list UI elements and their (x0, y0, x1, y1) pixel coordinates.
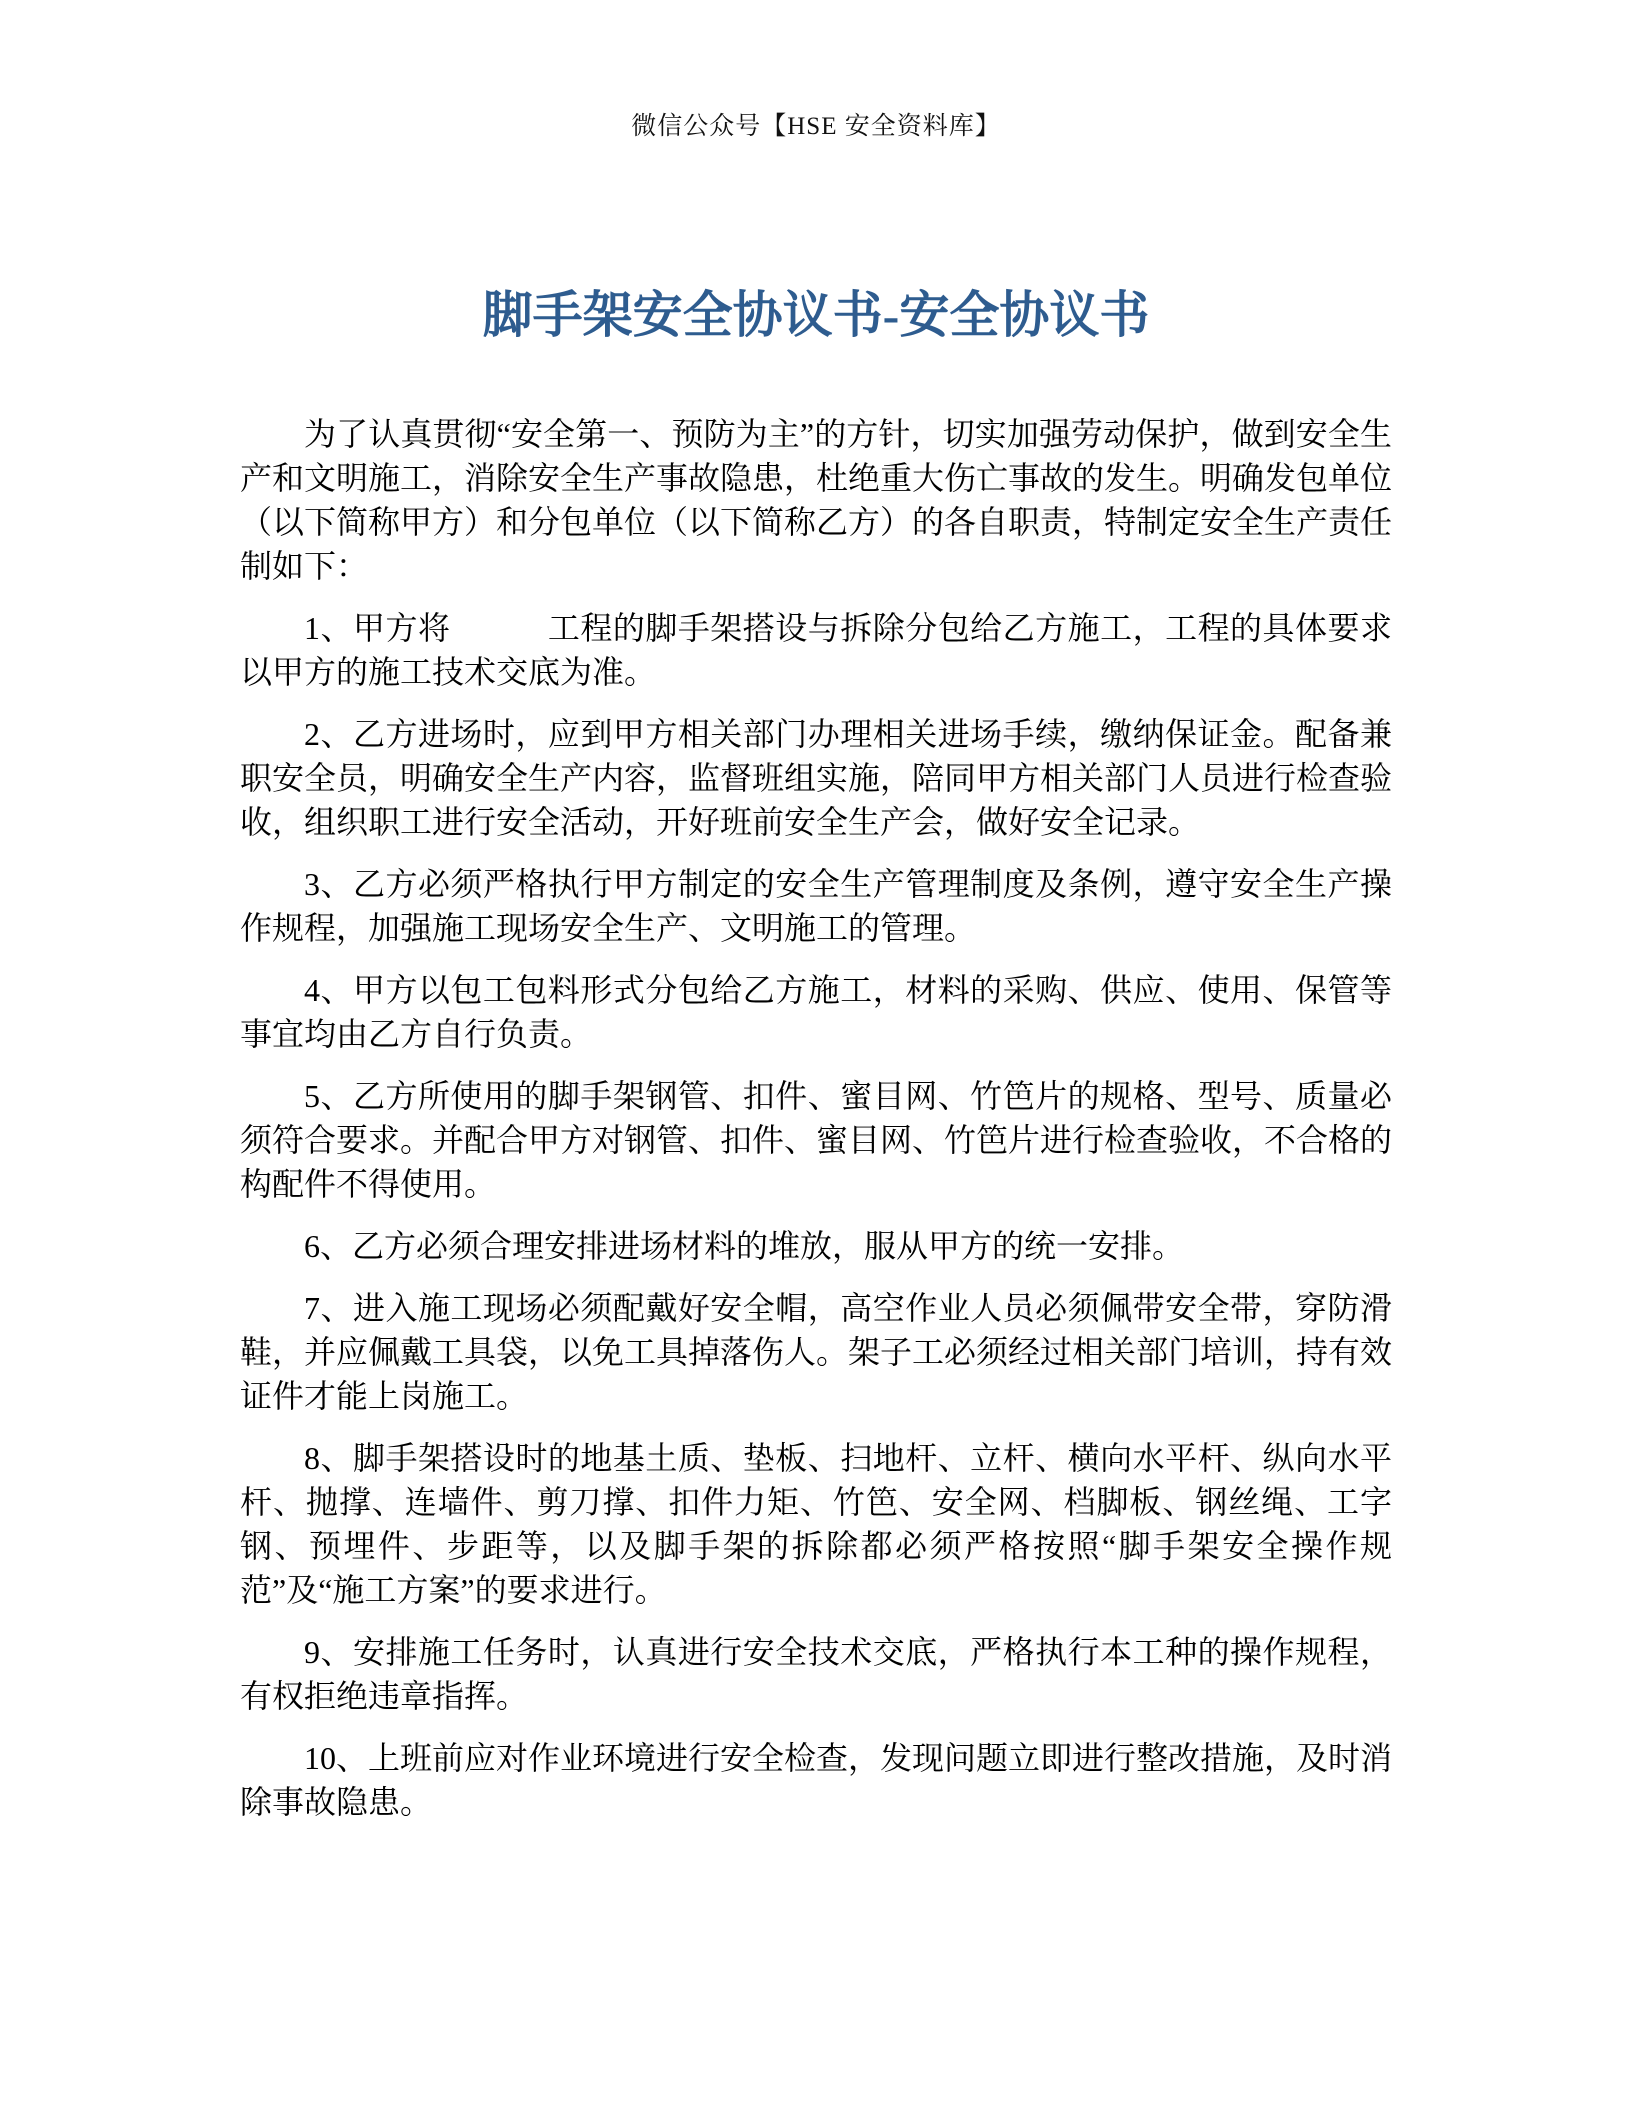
paragraph: 3、乙方必须严格执行甲方制定的安全生产管理制度及条例，遵守安全生产操作规程，加强施工现场安全生产、文明施工的管理。 (240, 866, 1392, 946)
paragraph: 9、安排施工任务时，认真进行安全技术交底，严格执行本工种的操作规程，有权拒绝违章指挥。 (240, 1634, 1392, 1714)
paragraph: 10、上班前应对作业环境进行安全检查，发现问题立即进行整改措施，及时消除事故隐患。 (240, 1740, 1393, 1820)
paragraph: 5、乙方所使用的脚手架钢管、扣件、蜜目网、竹笆片的规格、型号、质量必须符合要求。并配合甲方对钢管、扣件、蜜目网、竹笆片进行检查验收，不合格的构配件不得使用。 (240, 1078, 1393, 1202)
paragraph: 7、进入施工现场必须配戴好安全帽，高空作业人员必须佩带安全带，穿防滑鞋，并应佩戴工具袋，以免工具掉落伤人。架子工必须经过相关部门培训，持有效证件才能上岗施工。 (240, 1290, 1393, 1414)
paragraph: 1、甲方将 工程的脚手架搭设与拆除分包给乙方施工，工程的具体要求以甲方的施工技术交底为准。 (240, 610, 1392, 690)
paragraph: 4、甲方以包工包料形式分包给乙方施工，材料的采购、供应、使用、保管等事宜均由乙方自行负责。 (240, 972, 1392, 1052)
document-body (240, 412, 1392, 1842)
paragraph: 2、乙方进场时，应到甲方相关部门办理相关进场手续，缴纳保证金。配备兼职安全员，明确安全生产内容，监督班组实施，陪同甲方相关部门人员进行检查验收，组织职工进行安全活动，开好班前安全生产会，做好安全记录。 (240, 716, 1393, 840)
paragraph: 为了认真贯彻“安全第一、预防为主”的方针，切实加强劳动保护，做到安全生产和文明施工，消除安全生产事故隐患，杜绝重大伤亡事故的发生。明确发包单位（以下简称甲方）和分包单位（以下简称乙方）的各自职责，特制定安全生产责任制如下： (240, 416, 1393, 584)
document-title: 脚手架安全协议书-安全协议书 (482, 286, 1150, 343)
paragraph: 8、脚手架搭设时的地基土质、垫板、扫地杆、立杆、横向水平杆、纵向水平杆、抛撑、连墙件、剪刀撑、扣件力矩、竹笆、安全网、档脚板、钢丝绳、工字钢、预埋件、步距等，以及脚手架的拆除都必须严格按照“脚手架安全操作规范”及“施工方案”的要求进行。 (240, 1440, 1392, 1608)
paragraph: 6、乙方必须合理安排进场材料的堆放，服从甲方的统一安排。 (304, 1228, 1185, 1264)
page-header-watermark: 微信公众号【HSE 安全资料库】 (631, 113, 1001, 140)
